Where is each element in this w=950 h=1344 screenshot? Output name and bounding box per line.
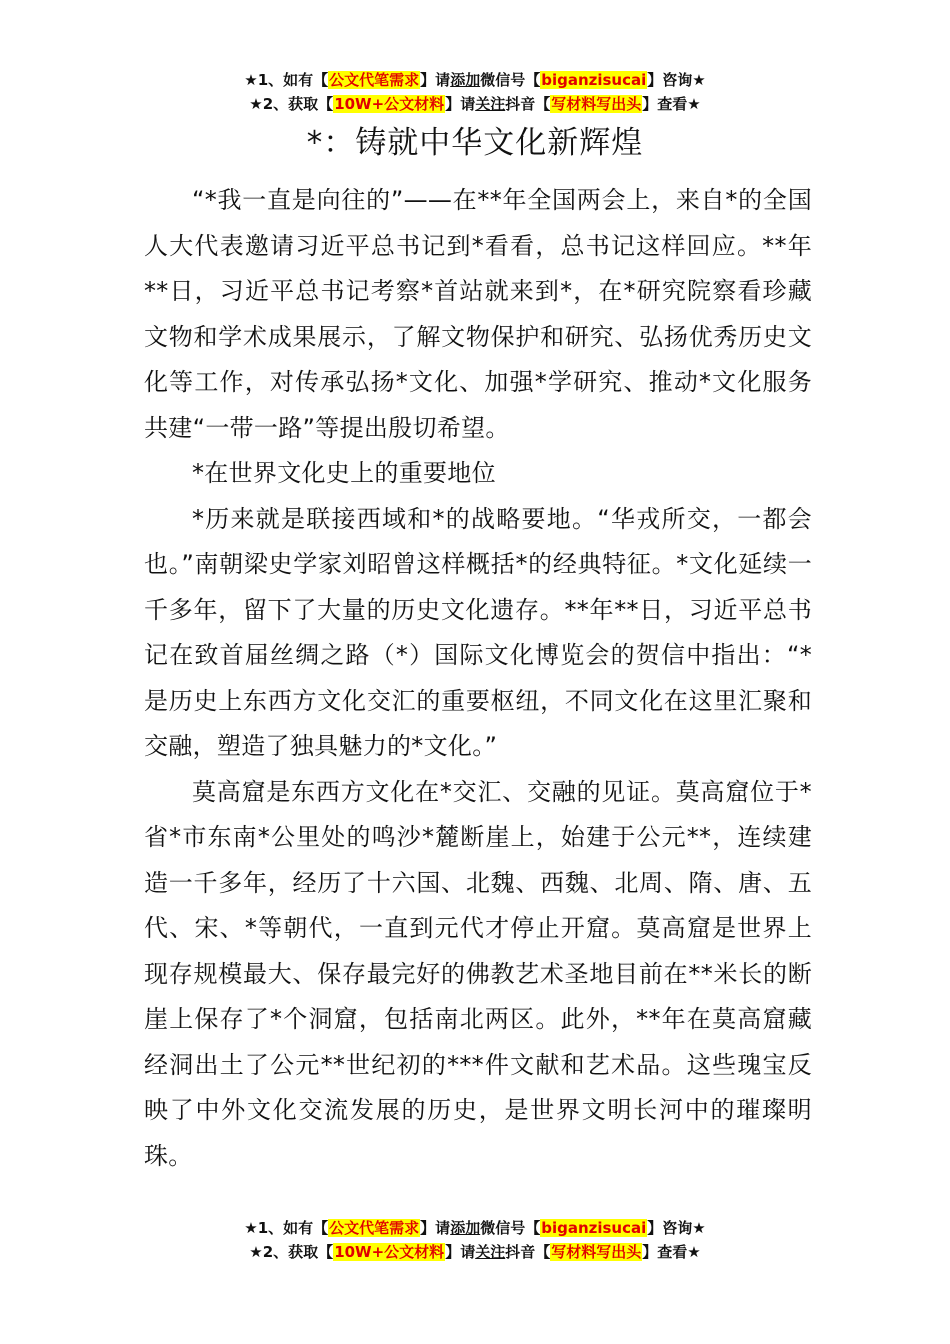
- banner-line-2: [0, 1240, 950, 1264]
- banner-text: 】查看★: [642, 95, 701, 113]
- banner-text: ★1、如有【: [244, 1219, 329, 1237]
- paragraph: “*我一直是向往的”——在**年全国两会上，来自*的全国人大代表邀请习近平总书记到*看看，总书记这样回应。**年**日，习近平总书记考察*首站就来到*，在*研究院察看珍藏文物和学术成果展示，了解文物保护和研究、弘扬优秀历史文化等工作，对传承弘扬*文化、加强*学研究、推动*文化服务共建“一带一路”等提出殷切希望。: [144, 186, 812, 442]
- banner-text: 】请: [445, 95, 476, 113]
- banner-text: 】查看★: [642, 1243, 701, 1261]
- underlined-text: 添加: [450, 1219, 481, 1237]
- highlight-douyin-account: 写材料写出头: [551, 95, 642, 113]
- highlight-materials: 10W+公文材料: [334, 95, 445, 113]
- document-body: [144, 178, 812, 1179]
- banner-line-2: [0, 92, 950, 116]
- document-title: *：铸就中华文化新辉煌: [306, 125, 644, 161]
- paragraph: 莫高窟是东西方文化在*交汇、交融的见证。莫高窟位于*省*市东南*公里处的鸣沙*麓断崖上，始建于公元**，连续建造一千多年，经历了十六国、北魏、西魏、北周、隋、唐、五代、宋、*等朝代，一直到元代才停止开窟。莫高窟是世界上现存规模最大、保存最完好的佛教艺术圣地目前在**米长的断崖上保存了*个洞窟，包括南北两区。此外，**年在莫高窟藏经洞出土了公元**世纪初的***件文献和艺术品。这些瑰宝反映了中外文化交流发展的历史，是世界文明长河中的璀璨明珠。: [144, 777, 812, 1170]
- banner-text: 微信号【: [480, 71, 541, 89]
- header-banner: [0, 68, 950, 116]
- banner-text: 】请: [420, 71, 451, 89]
- banner-text: 抖音【: [505, 95, 551, 113]
- paragraph: *历来就是联接西域和*的战略要地。“华戎所交，一都会也。”南朝梁史学家刘昭曾这样概括*的经典特征。*文化延续一千多年，留下了大量的历史文化遗存。**年**日，习近平总书记在致首届丝绸之路（*）国际文化博览会的贺信中指出：“*是历史上东西方文化交汇的重要枢纽，不同文化在这里汇聚和交融，塑造了独具魅力的*文化。”: [144, 504, 812, 760]
- underlined-text: 关注: [475, 1243, 506, 1261]
- banner-text: 微信号【: [480, 1219, 541, 1237]
- highlight-materials: 10W+公文材料: [334, 1243, 445, 1261]
- banner-text: ★2、获取【: [249, 95, 334, 113]
- banner-line-1: [0, 1216, 950, 1240]
- highlight-douyin-account: 写材料写出头: [551, 1243, 642, 1261]
- highlight-wechat-id: biganzisucai: [541, 1219, 647, 1237]
- banner-text: 】请: [445, 1243, 476, 1261]
- underlined-text: 添加: [450, 71, 481, 89]
- highlight-wechat-id: biganzisucai: [541, 71, 647, 89]
- highlight-service: 公文代笔需求: [329, 1219, 420, 1237]
- banner-text: 】咨询★: [647, 1219, 706, 1237]
- banner-text: ★1、如有【: [244, 71, 329, 89]
- banner-text: 】请: [420, 1219, 451, 1237]
- banner-text: ★2、获取【: [249, 1243, 334, 1261]
- section-heading: *在世界文化史上的重要地位: [192, 459, 496, 487]
- banner-text: 抖音【: [505, 1243, 551, 1261]
- underlined-text: 关注: [475, 95, 506, 113]
- footer-banner: [0, 1216, 950, 1264]
- highlight-service: 公文代笔需求: [329, 71, 420, 89]
- banner-line-1: [0, 68, 950, 92]
- banner-text: 】咨询★: [647, 71, 706, 89]
